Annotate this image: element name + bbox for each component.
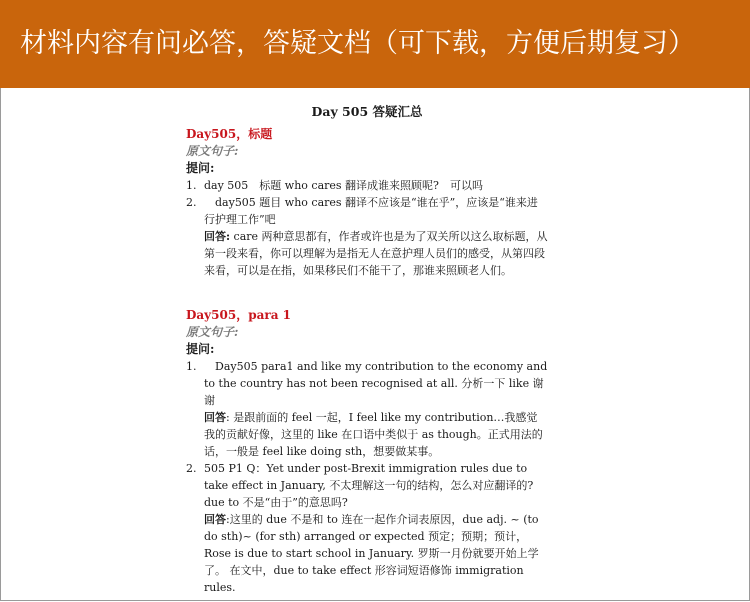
- question-text: day505 题目 who cares 翻译不应该是“谁在乎”，应该是“谁来进行护理工作”吧: [204, 196, 538, 226]
- answer-text: : 是跟前面的 feel 一起，I feel like my contribution…我感觉我的贡献好像，这里的 like 在口语中类似于 as though。正式用法的话，一般是 feel like doing sth，想要做某事。: [204, 411, 543, 458]
- item-number: 1.: [186, 360, 197, 373]
- item-number: 2.: [186, 196, 197, 209]
- answer-text: care 两种意思都有，作者或许也是为了双关所以这么取标题，从第一段来看，你可以理解为是指无人在意护理人员们的感受，从第四段来看，可以是在指，如果移民们不能干了，那谁来照顾老人们。: [204, 230, 548, 277]
- question-text: 505 P1 Q：Yet under post-Brexit immigration rules due to take effect in January, 不太理解这一句的结构，怎么对应翻译的? due to 不是“由于”的意思吗?: [204, 462, 534, 509]
- section-para1: [186, 307, 548, 596]
- item-number: 2.: [186, 462, 197, 475]
- section-heading: Day505，para 1: [186, 308, 291, 322]
- question-item: [186, 460, 548, 511]
- question-item: [186, 194, 548, 228]
- question-item: [186, 177, 548, 194]
- source-sentence-label: 原文句子:: [186, 144, 239, 158]
- question-label: 提问:: [186, 161, 215, 175]
- banner-text: 材料内容有问必答，答疑文档（可下载，方便后期复习）: [20, 28, 695, 59]
- item-number: 1.: [186, 179, 197, 192]
- question-label: 提问:: [186, 342, 215, 356]
- answer-label: 回答: [204, 411, 226, 424]
- source-sentence-label: 原文句子:: [186, 325, 239, 339]
- answer-block: [186, 228, 548, 279]
- section-gap: [186, 279, 548, 307]
- answer-label: 回答:: [204, 230, 231, 243]
- question-text: Day505 para1 and like my contribution to the economy and to the country has not been recognised at all. 分析一下 like 谢谢: [204, 360, 548, 407]
- question-item: [186, 358, 548, 409]
- answer-block: [186, 511, 548, 596]
- document-page: [186, 100, 548, 596]
- document-title: Day 505 答疑汇总: [311, 104, 423, 119]
- question-text: day 505 标题 who cares 翻译成谁来照顾呢? 可以吗: [204, 179, 483, 192]
- answer-label: 回答: [204, 513, 226, 526]
- section-heading: Day505，标题: [186, 127, 273, 141]
- answer-block: [186, 409, 548, 460]
- top-banner: [0, 0, 750, 88]
- section-title-heading: [186, 126, 548, 279]
- answer-text: :这里的 due 不是和 to 连在一起作介词表原因，due adj. ~ (to do sth)~ (for sth) arranged or expected 预定；预期；预计，Rose is due to start school in January. 罗斯一月份就要开始上学了。 在文中，due to take effect 形容词短语修饰 immigration rules.: [204, 513, 539, 594]
